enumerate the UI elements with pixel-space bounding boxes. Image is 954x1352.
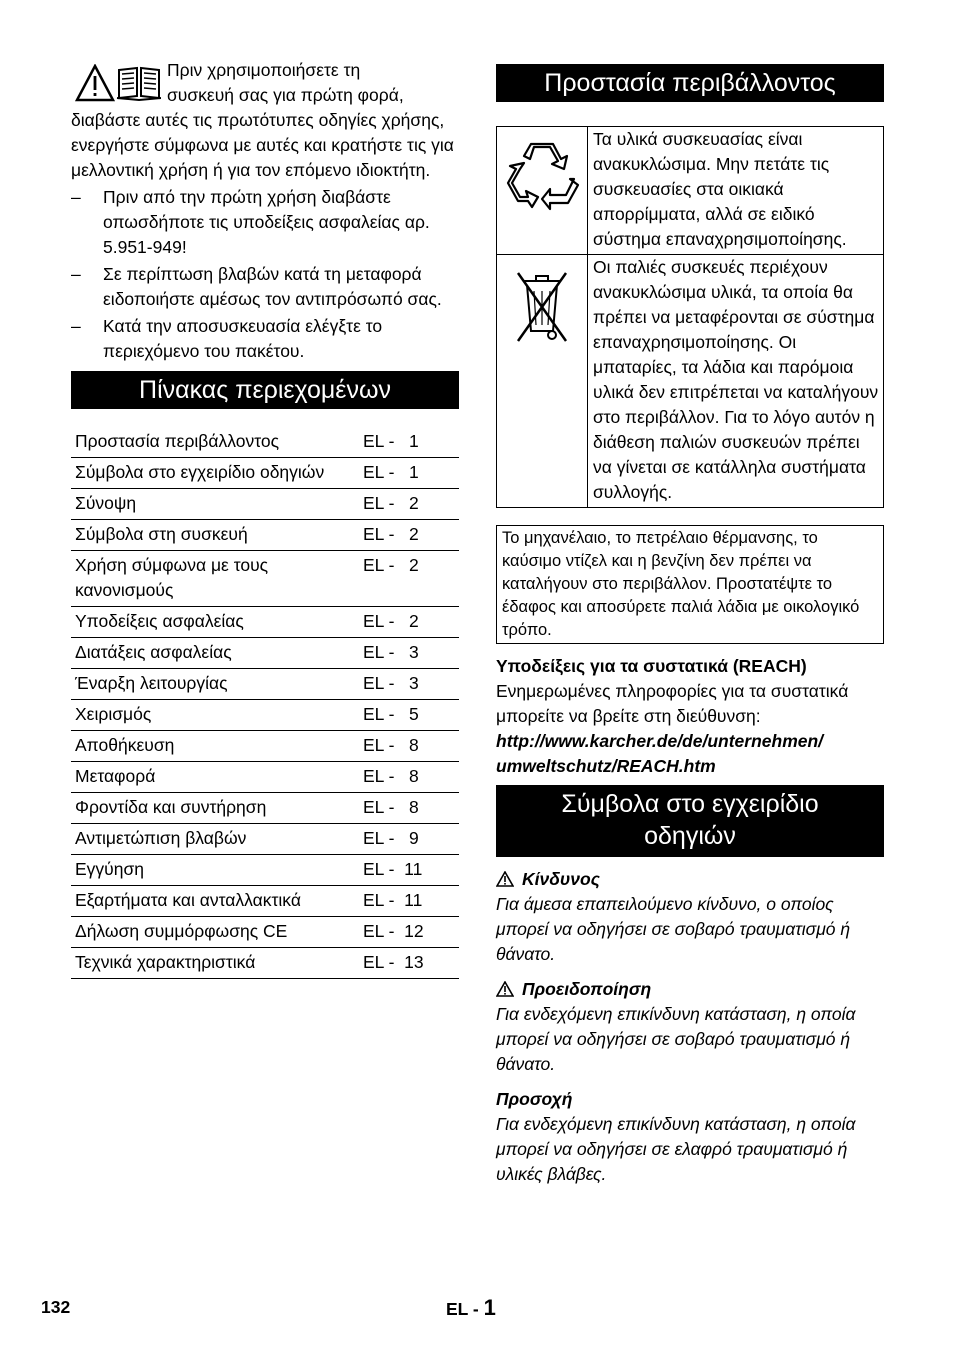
table-row — [71, 669, 459, 700]
toc-label: Εξαρτήματα και ανταλλακτικά — [71, 886, 361, 917]
symbol-text: Για ενδεχόμενη επικίνδυνη κατάσταση, η οποία μπορεί να οδηγήσει σε σοβαρό τραυματισμό ή θάνατο. — [496, 1004, 856, 1074]
icon-cell — [497, 255, 588, 508]
table-row — [71, 700, 459, 731]
toc-page-ref: EL - 2 — [361, 607, 459, 638]
left-column — [71, 58, 459, 979]
symbol-heading — [496, 867, 884, 892]
dash-bullet: – — [71, 316, 81, 336]
table-row — [71, 731, 459, 762]
toc-page-ref: EL - 1 — [361, 458, 459, 489]
toc-label: Εγγύηση — [71, 855, 361, 886]
symbol-text: Για άμεσα επαπειλούμενο κίνδυνο, ο οποίος μπορεί να οδηγήσει σε σοβαρό τραυματισμό ή θάνατο. — [496, 894, 851, 964]
table-row — [71, 917, 459, 948]
table-row — [497, 255, 884, 508]
section-code-prefix: EL - — [446, 1299, 484, 1319]
table-row — [71, 520, 459, 551]
note-text: Κατά την αποσυσκευασία ελέγξτε το περιεχόμενο του πακέτου. — [103, 316, 383, 361]
oil-notice-box: Το μηχανέλαιο, το πετρέλαιο θέρμανσης, το καύσιμο ντίζελ και η βενζίνη δεν πρέπει να καταλήγουν στο περιβάλλον. Προστατέψτε το έδαφος και αποσύρετε παλιά λάδια με οικολογικό τρόπο. — [496, 525, 884, 644]
toc-label: Χρήση σύμφωνα με τους κανονισμούς — [71, 551, 361, 607]
symbol-heading-text: Προσοχή — [496, 1089, 573, 1109]
symbols-heading-line2: οδηγιών — [644, 822, 736, 850]
symbols-heading — [496, 785, 884, 857]
toc-page-ref: EL - 8 — [361, 731, 459, 762]
table-row — [71, 638, 459, 669]
toc-page-ref: EL - 1 — [361, 427, 459, 458]
table-row — [71, 551, 459, 607]
toc-label: Αντιμετώπιση βλαβών — [71, 824, 361, 855]
toc-page-ref: EL - 13 — [361, 948, 459, 979]
toc-page-ref: EL - 11 — [361, 855, 459, 886]
symbols-heading-line1: Σύμβολα στο εγχειρίδιο — [561, 790, 819, 818]
crossed-bin-icon — [512, 267, 572, 347]
toc-page-ref: EL - 2 — [361, 520, 459, 551]
toc-table — [71, 427, 459, 979]
list-item — [71, 185, 459, 260]
environment-text-old-devices: Οι παλιές συσκευές περιέχουν ανακυκλώσιμα υλικά, τα οποία θα πρέπει να μεταφέρονται σε σύστημα επαναχρησιμοποίησης. Οι μπαταρίες, τα λάδια και παρόμοια υλικά δεν επιτρέπεται να καταλήγουν στο περιβάλλον. Για το λόγο αυτόν η διάθεση παλιών συσκευών πρέπει να γίνεται σε κατάλληλα συστήματα συλλογής. — [588, 255, 884, 508]
toc-label: Τεχνικά χαρακτηριστικά — [71, 948, 361, 979]
table-row — [71, 948, 459, 979]
toc-label: Μεταφορά — [71, 762, 361, 793]
toc-page-ref: EL - 11 — [361, 886, 459, 917]
section-code-number: 1 — [483, 1295, 496, 1320]
reach-url-line1[interactable]: http://www.karcher.de/de/unternehmen/ — [496, 731, 824, 751]
symbol-warning — [496, 977, 884, 1077]
toc-label: Διατάξεις ασφαλείας — [71, 638, 361, 669]
toc-page-ref: EL - 3 — [361, 669, 459, 700]
reach-url-line2[interactable]: umweltschutz/REACH.htm — [496, 756, 716, 776]
table-row — [71, 489, 459, 520]
toc-label: Δήλωση συμμόρφωσης CE — [71, 917, 361, 948]
environment-table — [496, 126, 884, 508]
reach-text: Ενημερωμένες πληροφορίες για τα συστατικά μπορείτε να βρείτε στη διεύθυνση: — [496, 681, 849, 726]
dash-bullet: – — [71, 187, 81, 207]
toc-page-ref: EL - 3 — [361, 638, 459, 669]
symbol-danger — [496, 867, 884, 967]
manual-book-icon — [117, 68, 161, 100]
toc-label: Προστασία περιβάλλοντος — [71, 427, 361, 458]
toc-page-ref: EL - 12 — [361, 917, 459, 948]
intro-block — [71, 58, 459, 183]
toc-heading: Πίνακας περιεχομένων — [71, 371, 459, 409]
table-row — [71, 793, 459, 824]
table-row — [71, 458, 459, 489]
warning-icon — [77, 66, 113, 100]
dash-bullet: – — [71, 264, 81, 284]
symbol-text: Για ενδεχόμενη επικίνδυνη κατάσταση, η οποία μπορεί να οδηγήσει σε ελαφρό τραυματισμό ή υλικές βλάβες. — [496, 1114, 856, 1184]
right-column — [496, 64, 884, 1187]
table-row — [71, 607, 459, 638]
toc-label: Αποθήκευση — [71, 731, 361, 762]
recycling-icon — [504, 139, 580, 215]
table-row — [71, 855, 459, 886]
toc-label: Σύνοψη — [71, 489, 361, 520]
note-text: Πριν από την πρώτη χρήση διαβάστε οπωσδήποτε τις υποδείξεις ασφαλείας αρ. 5.951-949! — [103, 187, 430, 257]
intro-text-rest: διαβάστε αυτές τις πρωτότυπες οδηγίες χρήσης, ενεργήστε σύμφωνα με αυτές και κρατήστε τις για μελλοντική χρήση ή για τον επόμενο ιδιοκτήτη. — [71, 110, 454, 180]
page-number: 132 — [41, 1297, 71, 1317]
icon-cell — [497, 127, 588, 255]
toc-label: Φροντίδα και συντήρηση — [71, 793, 361, 824]
notes-list — [71, 185, 459, 364]
symbol-caution — [496, 1087, 884, 1187]
note-text: Σε περίπτωση βλαβών κατά τη μεταφορά ειδοποιήστε αμέσως τον αντιπρόσωπό σας. — [103, 264, 442, 309]
toc-page-ref: EL - 8 — [361, 762, 459, 793]
intro-text-line1: Πριν χρησιμοποιήσετε τη — [167, 60, 361, 80]
symbol-heading — [496, 977, 884, 1002]
toc-label: Σύμβολα στη συσκευή — [71, 520, 361, 551]
section-page-code — [446, 1295, 496, 1321]
table-row — [71, 824, 459, 855]
reach-heading: Υποδείξεις για τα συστατικά (REACH) — [496, 656, 807, 676]
table-row — [71, 762, 459, 793]
toc-page-ref: EL - 8 — [361, 793, 459, 824]
toc-page-ref: EL - 2 — [361, 489, 459, 520]
toc-page-ref: EL - 9 — [361, 824, 459, 855]
toc-page-ref: EL - 5 — [361, 700, 459, 731]
toc-label: Σύμβολα στο εγχειρίδιο οδηγιών — [71, 458, 361, 489]
warning-icon — [496, 981, 514, 997]
environment-text-packaging: Τα υλικά συσκευασίας είναι ανακυκλώσιμα. Μην πετάτε τις συσκευασίες στα οικιακά απορρίμματα, αλλά σε ειδικό σύστημα επαναχρησιμοποίησης. — [588, 127, 884, 255]
intro-text-line2: συσκευή σας για πρώτη φορά, — [167, 85, 404, 105]
table-row — [497, 127, 884, 255]
list-item — [71, 262, 459, 312]
toc-label: Υποδείξεις ασφαλείας — [71, 607, 361, 638]
environment-heading: Προστασία περιβάλλοντος — [496, 64, 884, 102]
toc-label: Χειρισμός — [71, 700, 361, 731]
toc-page-ref: EL - 2 — [361, 551, 459, 607]
symbol-heading-text: Προειδοποίηση — [522, 979, 652, 999]
intro-icons — [75, 64, 161, 102]
symbol-heading-text: Κίνδυνος — [522, 869, 600, 889]
table-row — [71, 427, 459, 458]
table-row — [71, 886, 459, 917]
warning-icon — [496, 871, 514, 887]
toc-label: Έναρξη λειτουργίας — [71, 669, 361, 700]
list-item — [71, 314, 459, 364]
